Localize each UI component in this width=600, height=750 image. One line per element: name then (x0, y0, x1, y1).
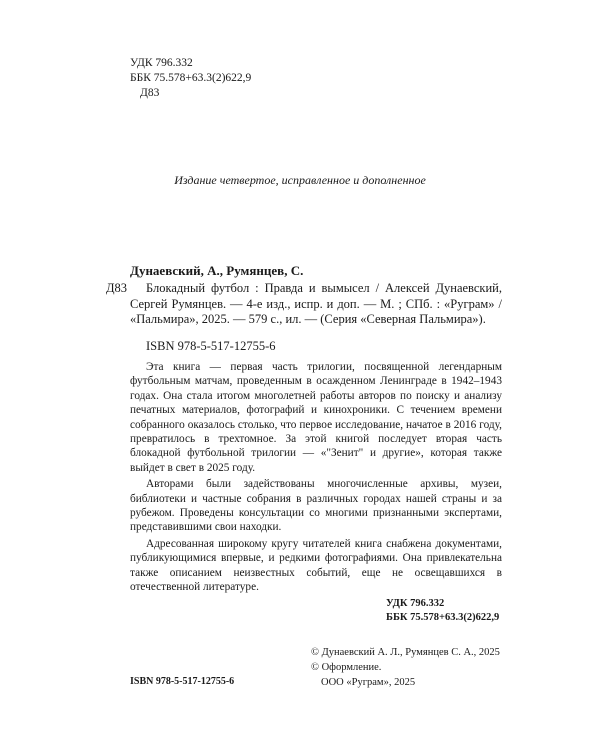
author-heading: Дунаевский, А., Румянцев, С. (130, 263, 304, 278)
annotation-paragraph-1: Эта книга — первая часть трилогии, посвященной легендарным футбольным матчам, проведенным в осажденном Ленинграде в 1942–1943 годах. Она стала итогом многолетней работы авторов по поиску и анализу печатных материалов, фотографий и кинохроники. С течением времени собранного оказалось столько, что первое исследование, начатое в 2016 году, превратилось в трехтомное. За этой книгой последует вторая часть блокадной футбольной трилогии — «"Зенит" и другие», которая также выйдет в свет в 2025 году. (130, 361, 502, 474)
author-code: Д83 (140, 87, 160, 99)
annotation (130, 360, 502, 597)
bottom-isbn: ISBN 978-5-517-12755-6 (130, 676, 235, 687)
bottom-udk-code: УДК 796.332 (386, 598, 445, 609)
copyright-authors: © Дунаевский А. Л., Румянцев С. А., 2025 (311, 647, 500, 658)
annotation-paragraph-2: Авторами были задействованы многочисленные архивы, музеи, библиотеки и частные собрания в различных городах нашей страны и за рубежом. Проведены консультации со многими признанными экспертами, представившими свои находки. (130, 478, 502, 534)
annotation-paragraph-3: Адресованная широкому кругу читателей книга снабжена документами, публикующимися впервые, и редкими фотографиями. Она привлекательна также описанием неизвестных событий, еще не освещавшихся в отечественной литературе. (130, 537, 502, 594)
copyright-publisher: ООО «Руграм», 2025 (321, 677, 416, 688)
bibliographic-description (130, 281, 502, 328)
bbk-code: ББК 75.578+63.3(2)622,9 (130, 72, 252, 84)
copyright-design: © Оформление. (311, 662, 382, 673)
catalog-isbn: ISBN 978-5-517-12755-6 (146, 339, 276, 353)
bottom-classification-block (386, 597, 499, 625)
description-text: Блокадный футбол : Правда и вымысел / Алексей Дунаевский, Сергей Румянцев. — 4-е изд., испр. и доп. — М. ; СПб. : «Руграм» / «Пальмира», 2025. — 579 с., ил. — (Серия «Северная Пальмира»). (130, 281, 502, 326)
catalog-author-code: Д83 (106, 281, 128, 295)
copyright-block (311, 645, 500, 690)
bottom-bbk-code: ББК 75.578+63.3(2)622,9 (386, 612, 500, 623)
edition-note: Издание четвертое, исправленное и дополненное (174, 173, 426, 187)
udk-code: УДК 796.332 (130, 57, 193, 69)
top-classification-block (130, 56, 251, 101)
